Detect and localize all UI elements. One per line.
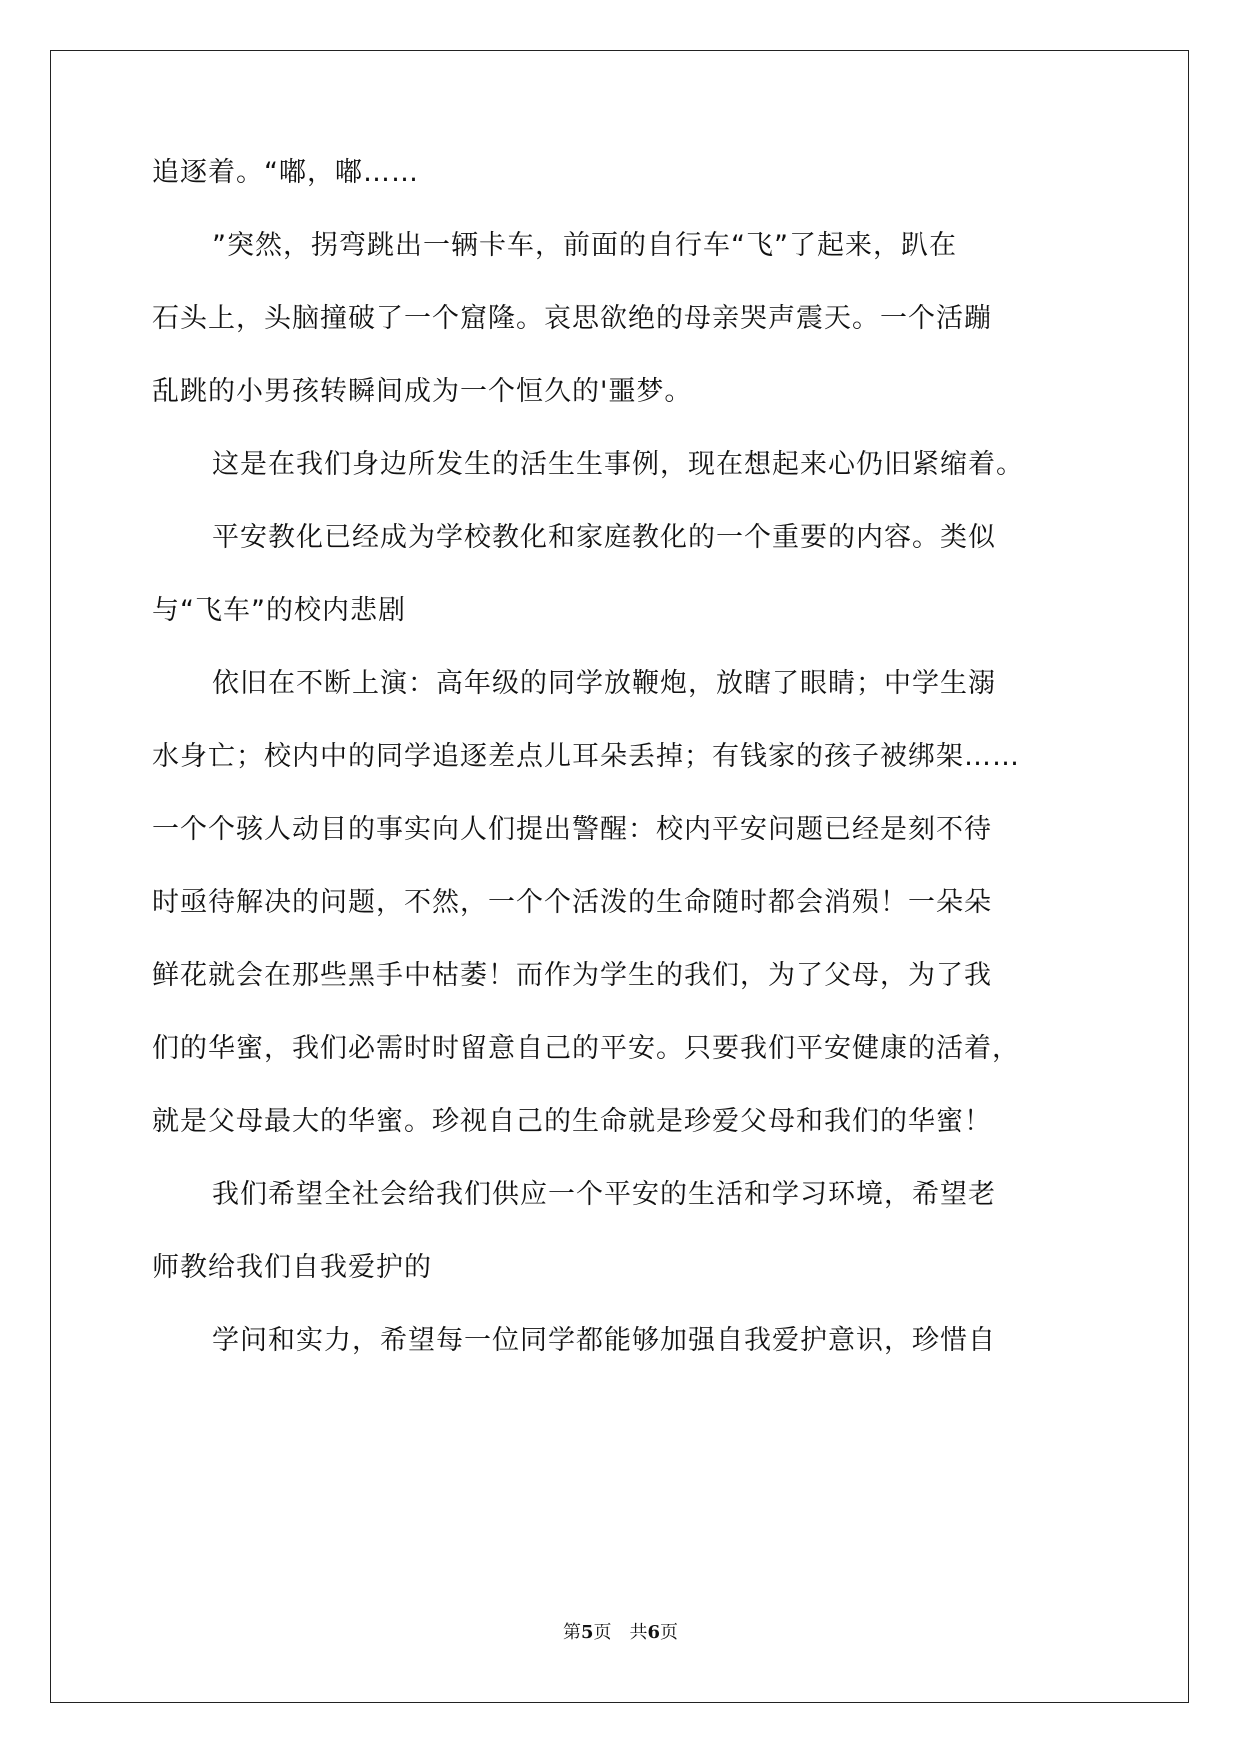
- text-line: 时亟待解决的问题，不然，一个个活泼的生命随时都会消殒！一朵朵: [152, 887, 992, 918]
- page-label-suffix: 页: [593, 1622, 612, 1643]
- text-line: 们的华蜜，我们必需时时留意自己的平安。只要我们平安健康的活着，: [152, 1033, 1020, 1064]
- text-line: 一个个骇人动目的事实向人们提出警醒：校内平安问题已经是刻不待: [152, 814, 992, 845]
- text-line: 乱跳的小男孩转瞬间成为一个恒久的'噩梦。: [152, 376, 693, 407]
- text-line: 我们希望全社会给我们供应一个平安的生活和学习环境，希望老: [212, 1179, 996, 1210]
- text-line: 水身亡；校内中的同学追逐差点儿耳朵丢掉；有钱家的孩子被绑架……: [152, 741, 1020, 772]
- text-line: 就是父母最大的华蜜。珍视自己的生命就是珍爱父母和我们的华蜜！: [152, 1106, 992, 1137]
- page-footer: [0, 1618, 1241, 1644]
- page-label-prefix: 第: [562, 1622, 581, 1643]
- text-line: 学问和实力，希望每一位同学都能够加强自我爱护意识，珍惜自: [212, 1325, 996, 1356]
- text-line: 这是在我们身边所发生的活生生事例，现在想起来心仍旧紧缩着。: [212, 449, 1024, 480]
- text-line: 师教给我们自我爱护的: [152, 1252, 432, 1283]
- text-line: 石头上，头脑撞破了一个窟隆。哀思欲绝的母亲哭声震天。一个活蹦: [152, 303, 992, 334]
- text-line: ”突然，拐弯跳出一辆卡车，前面的自行车“飞”了起来，趴在: [212, 230, 957, 261]
- page-border: [50, 50, 1189, 1703]
- total-label-suffix: 页: [660, 1622, 679, 1643]
- text-line: 依旧在不断上演：高年级的同学放鞭炮，放瞎了眼睛；中学生溺: [212, 668, 996, 699]
- text-line: 平安教化已经成为学校教化和家庭教化的一个重要的内容。类似: [212, 522, 996, 553]
- current-page-number: 5: [580, 1622, 594, 1643]
- total-page-number: 6: [647, 1622, 661, 1643]
- text-line: 与“飞车”的校内悲剧: [152, 595, 406, 626]
- text-line: 鲜花就会在那些黑手中枯萎！而作为学生的我们，为了父母，为了我: [152, 960, 992, 991]
- total-label-prefix: 共: [629, 1622, 648, 1643]
- text-line: 追逐着。“嘟，嘟……: [152, 157, 419, 188]
